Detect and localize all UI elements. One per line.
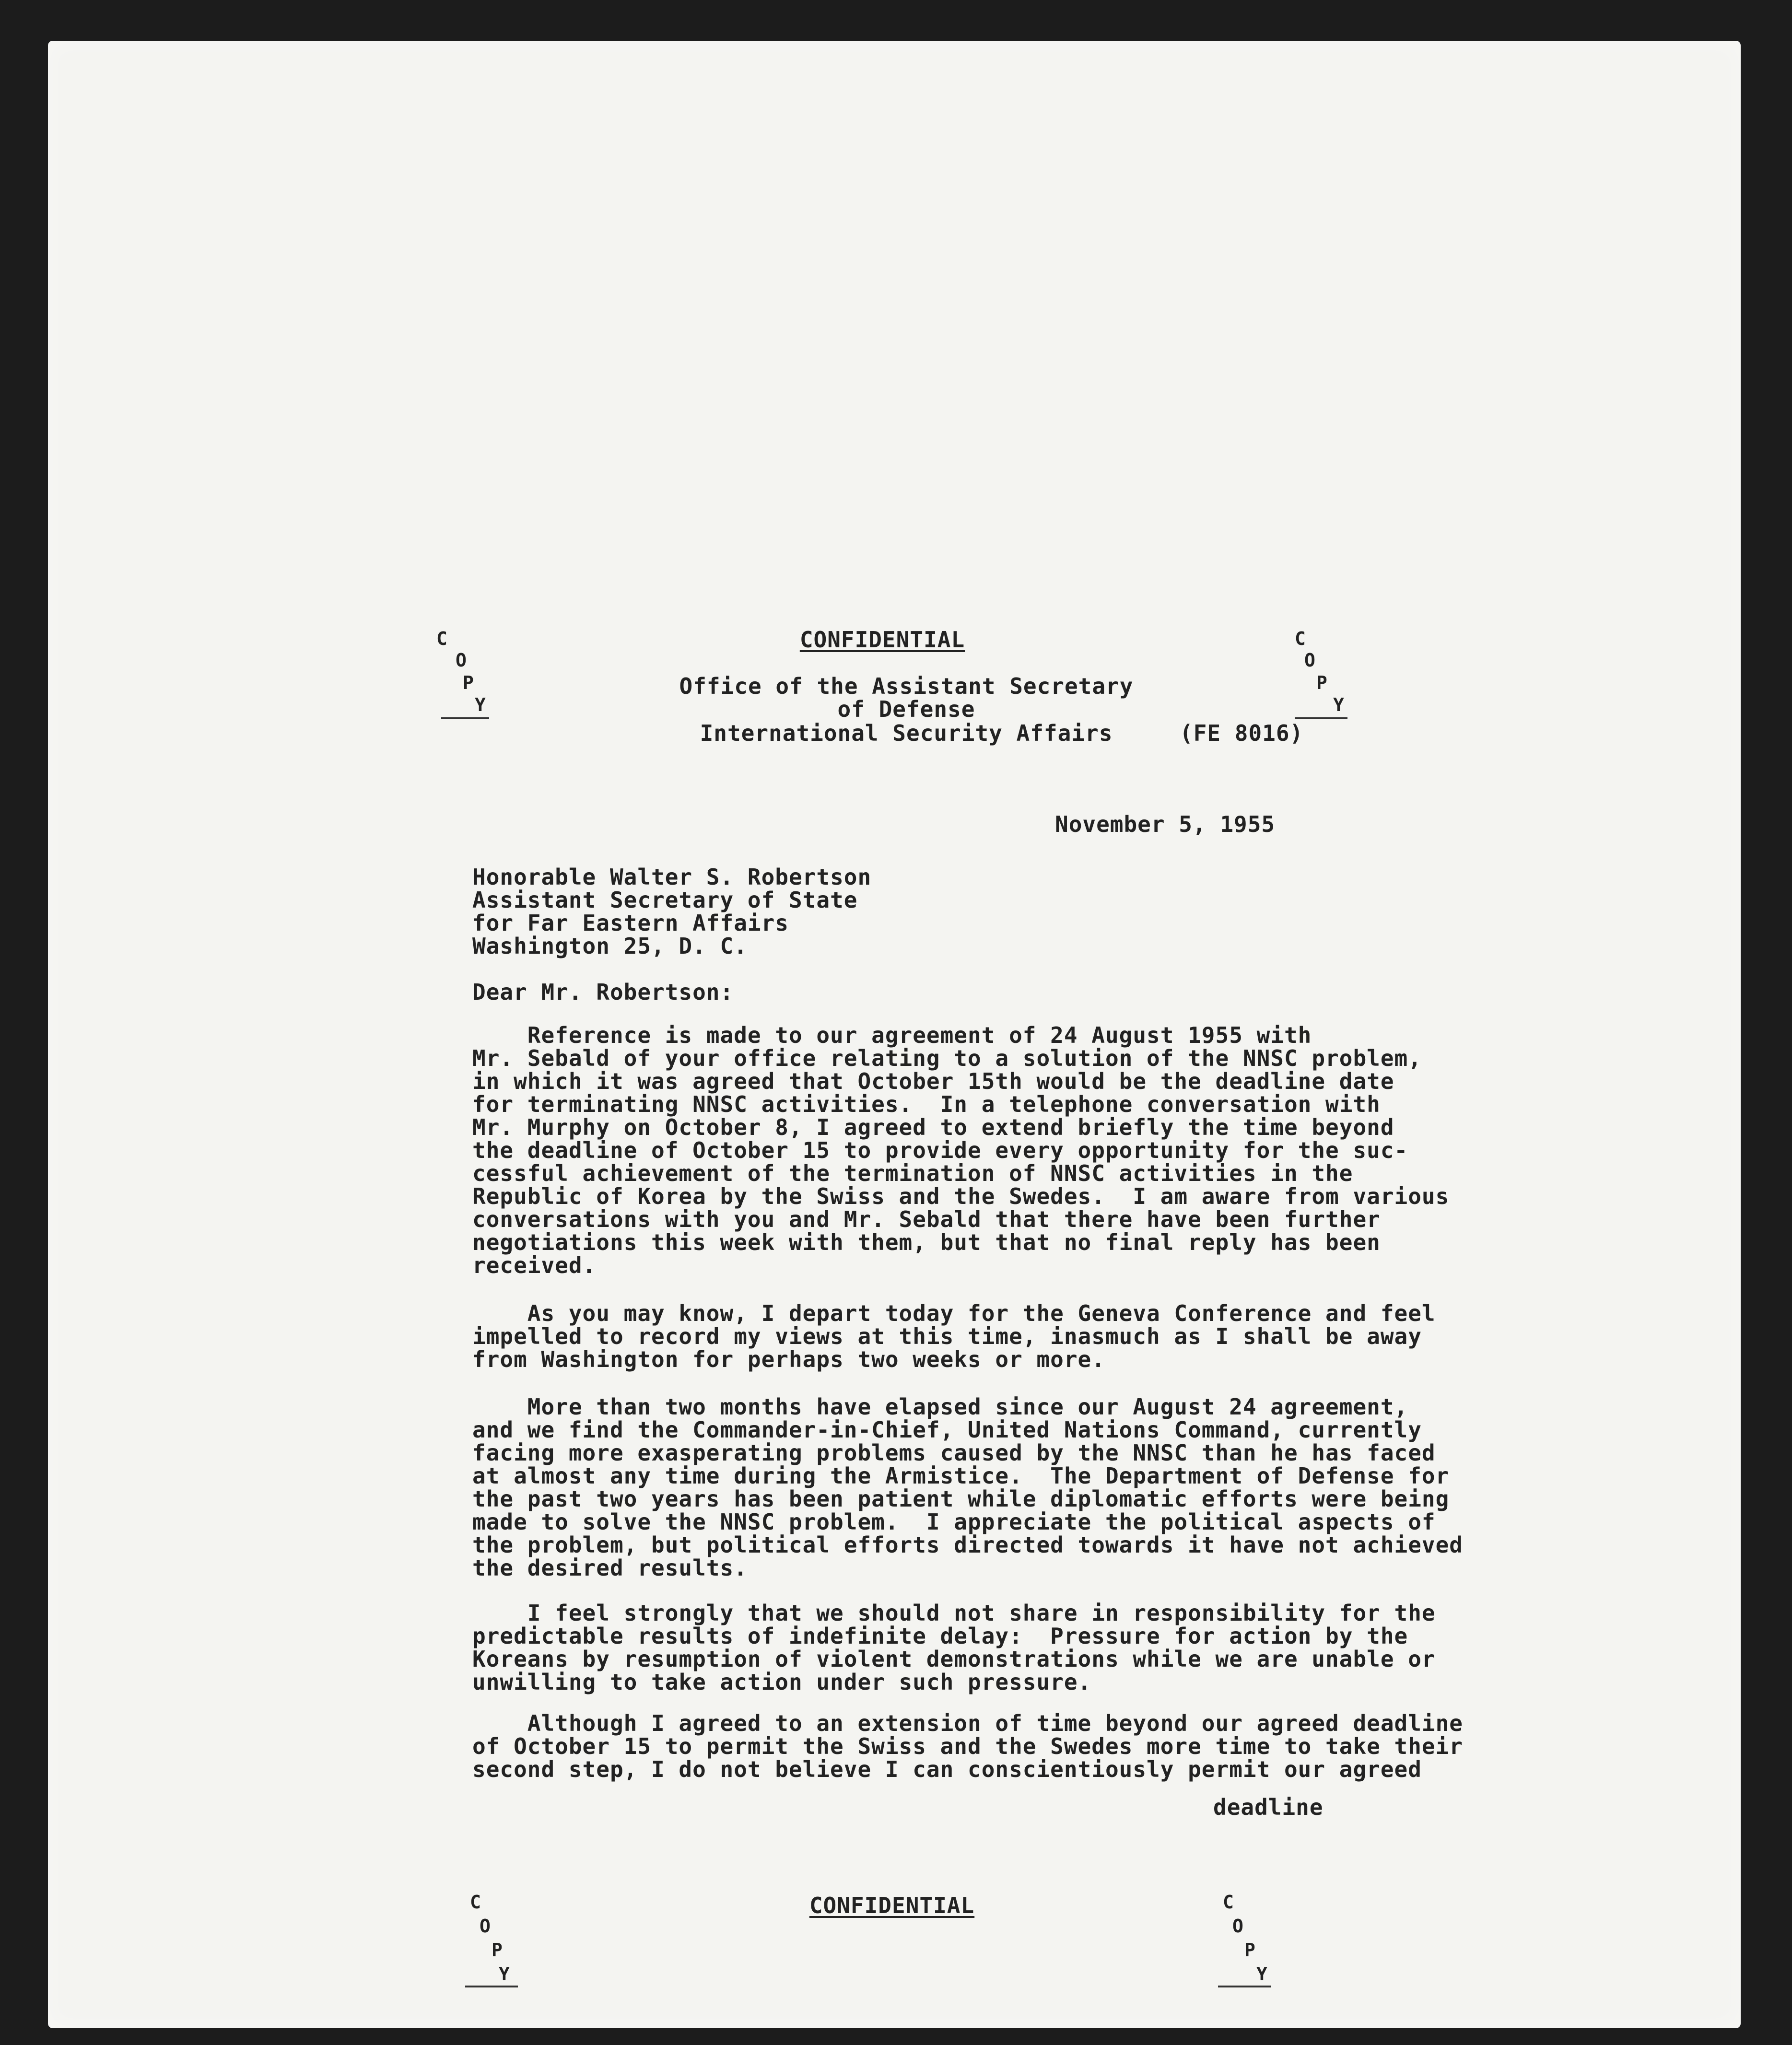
text-line: impelled to record my views at this time, inasmuch as I shall be away [472, 1323, 1422, 1349]
copy-letter-o: O [456, 650, 467, 671]
text-line: More than two months have elapsed since our August 24 agreement, [472, 1394, 1408, 1420]
copy-letter-y: Y [1333, 694, 1344, 715]
copy-letter-p: P [1316, 672, 1327, 693]
text-line: negotiations this week with them, but that no final reply has been [472, 1229, 1381, 1255]
copy-letter-p: P [492, 1940, 503, 1961]
text-line: Mr. Murphy on October 8, I agreed to extend briefly the time beyond [472, 1114, 1394, 1140]
text-line: the deadline of October 15 to provide every opportunity for the suc- [472, 1137, 1408, 1163]
text-line: predictable results of indefinite delay: Pressure for action by the [472, 1623, 1408, 1649]
text-line: I feel strongly that we should not share in responsibility for the [472, 1600, 1436, 1626]
body-paragraph-5 [472, 1710, 1463, 1782]
copy-underline [465, 1986, 518, 1987]
letter-date: November 5, 1955 [1055, 811, 1276, 837]
text-line: received. [472, 1252, 597, 1278]
body-paragraph-2 [472, 1300, 1436, 1372]
text-line: and we find the Commander-in-Chief, United Nations Command, currently [472, 1417, 1422, 1443]
document-page [48, 41, 1741, 2028]
text-line: facing more exasperating problems caused by the NNSC than he has faced [472, 1440, 1436, 1466]
text-line: in which it was agreed that October 15th would be the deadline date [472, 1068, 1394, 1094]
office-line-3: International Security Affairs [700, 720, 1113, 746]
copy-underline [1218, 1986, 1271, 1987]
text-line: for terminating NNSC activities. In a telephone conversation with [472, 1091, 1381, 1117]
text-line: of October 15 to permit the Swiss and the Swedes more time to take their [472, 1733, 1463, 1759]
text-line: the problem, but political efforts directed towards it have not achieved [472, 1532, 1463, 1558]
copy-letter-p: P [463, 672, 474, 693]
text-line: As you may know, I depart today for the Geneva Conference and feel [472, 1300, 1436, 1326]
body-paragraph-4 [472, 1600, 1436, 1695]
text-line: at almost any time during the Armistice. The Department of Defense for [472, 1463, 1450, 1489]
recipient-line-4: Washington 25, D. C. [472, 933, 748, 959]
text-line: unwilling to take action under such pressure. [472, 1669, 1092, 1695]
text-line: the desired results. [472, 1555, 748, 1581]
classification-header: CONFIDENTIAL [799, 627, 965, 653]
copy-letter-c: C [470, 1892, 481, 1913]
continuation-catchword: deadline [1213, 1794, 1324, 1820]
text-line: cessful achievement of the termination of NNSC activities in the [472, 1160, 1353, 1186]
copy-letter-o: O [1232, 1916, 1243, 1937]
copy-letter-y: Y [499, 1963, 510, 1985]
copy-letter-y: Y [475, 694, 486, 715]
text-line: Mr. Sebald of your office relating to a solution of the NNSC problem, [472, 1045, 1422, 1071]
recipient-line-3: for Far Eastern Affairs [472, 910, 789, 936]
copy-letter-o: O [480, 1916, 491, 1937]
text-line: second step, I do not believe I can conscientiously permit our agreed [472, 1756, 1422, 1782]
text-line: Although I agreed to an extension of time beyond our agreed deadline [472, 1710, 1463, 1736]
text-line: Koreans by resumption of violent demonstrations while we are unable or [472, 1646, 1436, 1672]
text-line: conversations with you and Mr. Sebald that there have been further [472, 1206, 1381, 1232]
salutation: Dear Mr. Robertson: [472, 979, 734, 1005]
office-line-1: Office of the Assistant Secretary [679, 673, 1134, 699]
text-line: Republic of Korea by the Swiss and the Swedes. I am aware from various [472, 1183, 1450, 1209]
copy-letter-p: P [1244, 1940, 1255, 1961]
text-line: from Washington for perhaps two weeks or more. [472, 1346, 1105, 1372]
text-line: Reference is made to our agreement of 24 August 1955 with [472, 1022, 1312, 1048]
copy-letter-c: C [1223, 1892, 1234, 1913]
recipient-line-1: Honorable Walter S. Robertson [472, 864, 872, 890]
copy-letter-y: Y [1256, 1963, 1267, 1985]
copy-underline [1295, 717, 1347, 719]
text-line: the past two years has been patient while diplomatic efforts were being [472, 1486, 1450, 1512]
file-reference: (FE 8016) [1180, 720, 1304, 746]
text-line: made to solve the NNSC problem. I appreciate the political aspects of [472, 1509, 1436, 1535]
body-paragraph-1 [472, 1022, 1450, 1278]
copy-letter-c: C [436, 628, 447, 649]
copy-underline [441, 717, 489, 719]
classification-footer: CONFIDENTIAL [809, 1893, 975, 1918]
copy-letter-o: O [1304, 650, 1315, 671]
copy-letter-c: C [1295, 628, 1306, 649]
body-paragraph-3 [472, 1394, 1463, 1581]
recipient-line-2: Assistant Secretary of State [472, 887, 858, 913]
office-line-2: of Defense [837, 696, 975, 722]
